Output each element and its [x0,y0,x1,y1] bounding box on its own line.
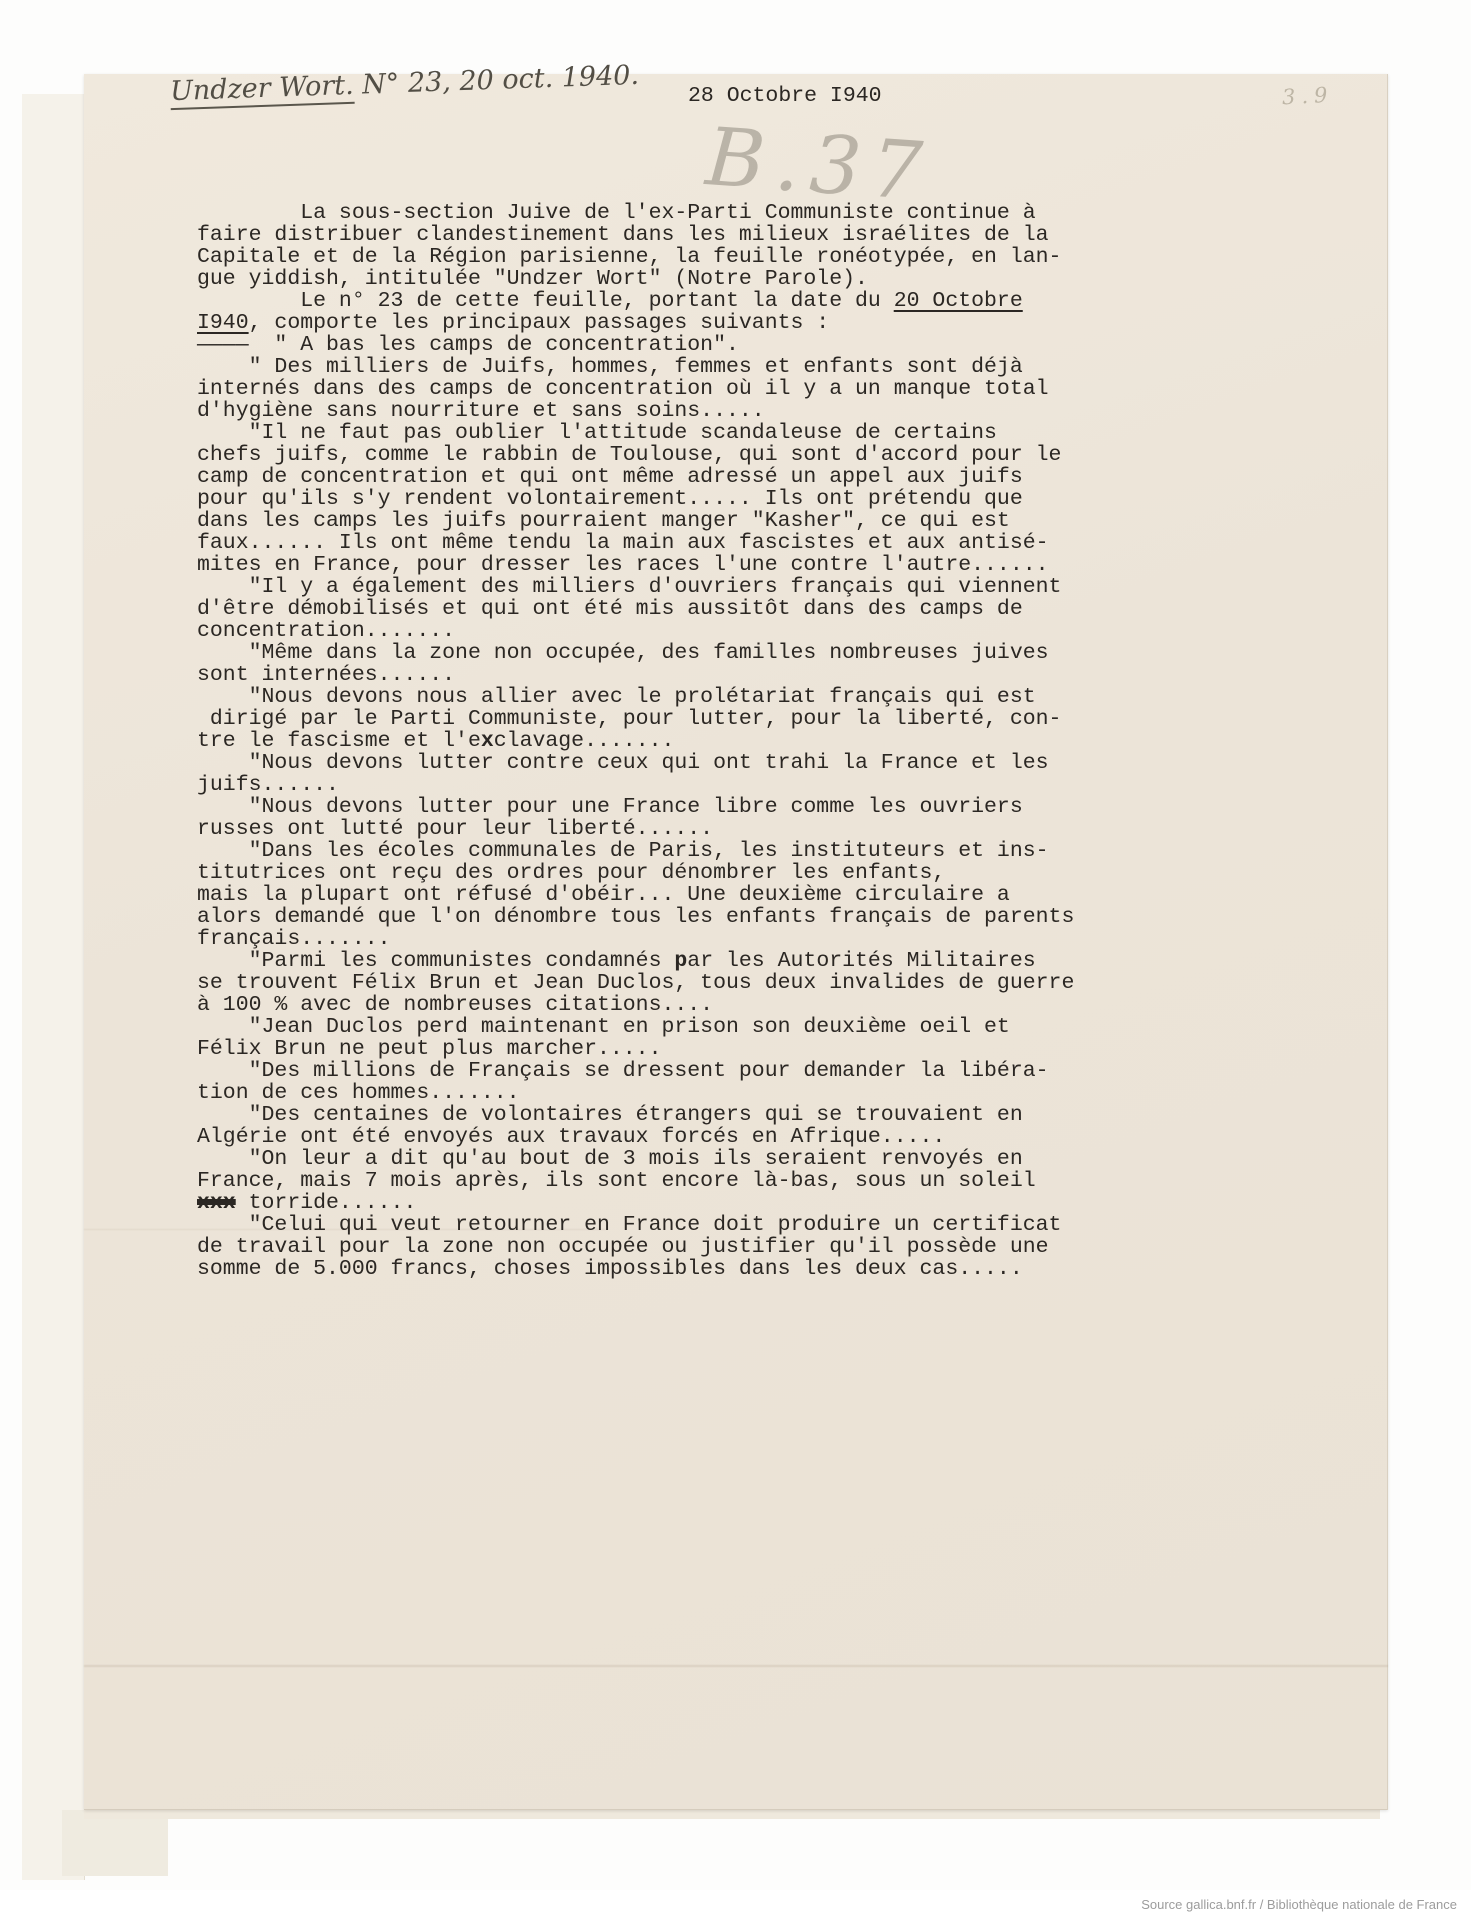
typed-line: somme de 5.000 francs, choses impossibles dans les deux cas..... [197,1257,1023,1281]
typed-line: ———— " A bas les camps de concentration". [197,333,739,357]
typed-line: "Des centaines de volontaires étrangers qui se trouvaient en [197,1103,1023,1127]
typed-line: sont internées...... [197,663,456,687]
typed-line: "Des millions de Français se dressent pour demander la libéra- [197,1059,1049,1083]
typed-line: Capitale et de la Région parisienne, la feuille ronéotypée, en lan- [197,245,1062,269]
document-page [84,59,1388,1810]
typed-line: "Parmi les communistes condamnés par les Autorités Militaires [197,949,1036,973]
typed-line: camp de concentration et qui ont même adressé un appel aux juifs [197,465,1023,489]
typed-line: "Même dans la zone non occupée, des familles nombreuses juives [197,641,1049,665]
underlying-sheet-corner [62,1810,168,1876]
typed-line: La sous-section Juive de l'ex-Parti Communiste continue à [197,201,1036,225]
typed-line: alors demandé que l'on dénombre tous les enfants français de parents [197,905,1075,929]
typed-line: pour qu'ils s'y rendent volontairement..... Ils ont prétendu que [197,487,1023,511]
typed-line: "On leur a dit qu'au bout de 3 mois ils seraient renvoyés en [197,1147,1023,1171]
paper-crease [84,1665,1388,1667]
typed-line: Félix Brun ne peut plus marcher..... [197,1037,662,1061]
typed-line: "Nous devons lutter pour une France libre comme les ouvriers [197,795,1023,819]
typed-line: titutrices ont reçu des ordres pour dénombrer les enfants, [197,861,946,885]
typed-line: gue yiddish, intitulée "Undzer Wort" (Notre Parole). [197,267,868,291]
typed-line: français....... [197,927,391,951]
typed-line: d'être démobilisés et qui ont été mis aussitôt dans des camps de [197,597,1023,621]
typed-line: "Jean Duclos perd maintenant en prison son deuxième oeil et [197,1015,1010,1039]
typed-line: mites en France, pour dresser les races l'une contre l'autre...... [197,553,1049,577]
typed-line: dans les camps les juifs pourraient manger "Kasher", ce qui est [197,509,1010,533]
typed-text-body [197,202,1074,1280]
typed-line: "Nous devons lutter contre ceux qui ont trahi la France et les [197,751,1049,775]
typed-line: tion de ces hommes....... [197,1081,520,1105]
typed-line: Le n° 23 de cette feuille, portant la date du 20 Octobre [197,289,1023,313]
source-attribution: Source gallica.bnf.fr / Bibliothèque nationale de France [1141,1897,1457,1912]
typed-line: "Il y a également des milliers d'ouvriers français qui viennent [197,575,1062,599]
handwritten-title: Undzer Wort. [170,70,355,110]
typed-line: Algérie ont été envoyés aux travaux forcés en Afrique..... [197,1125,946,1149]
typed-line: juifs...... [197,773,339,797]
typed-line: I940, comporte les principaux passages suivants : [197,311,830,335]
typed-line: France, mais 7 mois après, ils sont encore là-bas, sous un soleil [197,1169,1036,1193]
handwritten-annotation [170,60,640,107]
typed-line: "Il ne faut pas oublier l'attitude scandaleuse de certains [197,421,997,445]
typed-line: chefs juifs, comme le rabbin de Toulouse, qui sont d'accord pour le [197,443,1062,467]
typed-line: "Celui qui veut retourner en France doit produire un certificat [197,1213,1062,1237]
typed-line: russes ont lutté pour leur liberté...... [197,817,714,841]
typed-line: de travail pour la zone non occupée ou justifier qu'il possède une [197,1235,1049,1259]
typed-line: mais la plupart ont réfusé d'obéir... Une deuxième circulaire a [197,883,1010,907]
typed-date: 28 Octobre I940 [688,84,882,108]
corner-pencil-number: 3.9 [1281,82,1334,110]
pencil-classification-mark: B.37 [703,110,935,219]
typed-line: se trouvent Félix Brun et Jean Duclos, tous deux invalides de guerre [197,971,1075,995]
page-bottom-deckle [84,1810,1380,1819]
typed-line: faire distribuer clandestinement dans les milieux israélites de la [197,223,1049,247]
typed-line: dirigé par le Parti Communiste, pour lutter, pour la liberté, con- [197,707,1062,731]
typed-line: d'hygiène sans nourriture et sans soins..... [197,399,765,423]
handwritten-issue-date: N° 23, 20 oct. 1940. [353,59,640,101]
typed-line: internés dans des camps de concentration où il y a un manque total [197,377,1049,401]
typed-line: tre le fascisme et l'exclavage....... [197,729,675,753]
typed-line: concentration....... [197,619,456,643]
typed-line: faux...... Ils ont même tendu la main aux fascistes et aux antisé- [197,531,1049,555]
underlying-sheet-edge [22,94,85,1880]
typed-line: à 100 % avec de nombreuses citations.... [197,993,714,1017]
typed-line: "Dans les écoles communales de Paris, les instituteurs et ins- [197,839,1049,863]
typed-line: " Des milliers de Juifs, hommes, femmes et enfants sont déjà [197,355,1023,379]
typed-line: xxx torride...... [197,1191,417,1215]
gallica-footer [0,1890,1471,1920]
typed-line: "Nous devons nous allier avec le prolétariat français qui est [197,685,1036,709]
